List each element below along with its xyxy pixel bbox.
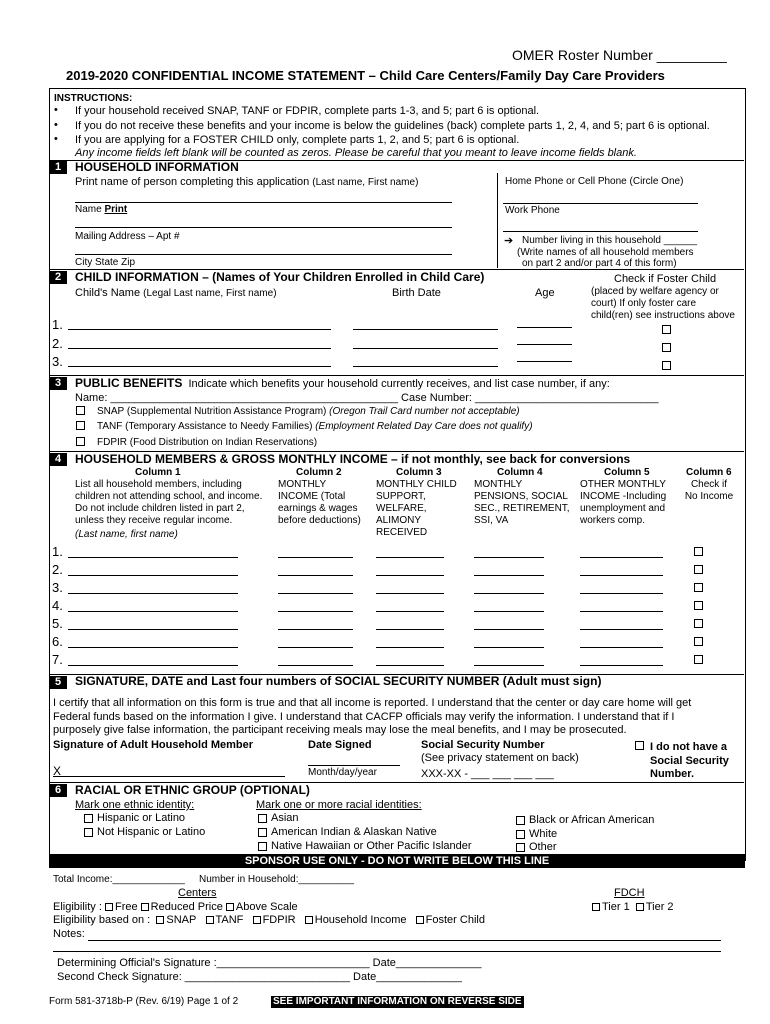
pacific-islander-checkbox[interactable] — [258, 842, 267, 851]
column-4-line[interactable] — [474, 557, 544, 558]
bullet-icon: • — [54, 133, 58, 145]
column-5-line[interactable] — [580, 647, 663, 648]
member-name-line[interactable] — [68, 593, 238, 594]
ssn-label: Social Security Number — [421, 739, 545, 751]
age-line[interactable] — [517, 361, 572, 362]
official-signature-field[interactable]: Determining Official's Signature :_________________________ Date______________ — [57, 957, 482, 969]
income-row-number: 6. — [52, 634, 63, 649]
foster-note-2: court) If only foster care — [591, 298, 697, 309]
column-2-line[interactable] — [278, 629, 353, 630]
signature-label: Signature of Adult Household Member — [53, 739, 254, 751]
racial-label: Mark one or more racial identities: — [256, 799, 422, 811]
fdpir-label: FDPIR (Food Distribution on Indian Reservations) — [97, 437, 318, 448]
signature-x: X — [53, 764, 62, 778]
eligibility-basis-row: Eligibility based on : SNAP TANF FDPIR Household Income Foster Child — [53, 914, 485, 926]
column-6-description: Check if No Income — [684, 479, 734, 502]
instruction-note: Any income fields left blank will be counted as zeros. Please be careful that you meant to leave income fields blank. — [75, 147, 637, 159]
income-row-number: 1. — [52, 544, 63, 559]
column-3-line[interactable] — [376, 611, 444, 612]
name-line[interactable] — [75, 227, 452, 228]
date-signed-label: Date Signed — [308, 739, 372, 751]
household-income-basis-checkbox[interactable] — [305, 916, 313, 924]
asian-checkbox[interactable] — [258, 814, 267, 823]
child-row-number: 2. — [52, 336, 63, 351]
tier-row: Tier 1 Tier 2 — [592, 901, 674, 913]
other-label: Other — [529, 841, 557, 853]
divider — [497, 173, 498, 268]
column-3-line[interactable] — [376, 557, 444, 558]
member-name-line[interactable] — [68, 575, 238, 576]
column-3-title: Column 3 — [396, 467, 442, 478]
snap-label: SNAP (Supplemental Nutrition Assistance Program) (Oregon Trail Card number not acceptable) — [97, 406, 520, 417]
section-6-number: 6 — [49, 784, 67, 797]
notes-line[interactable] — [53, 951, 721, 952]
column-3-line[interactable] — [376, 629, 444, 630]
birth-date-line[interactable] — [353, 366, 498, 367]
column-4-line[interactable] — [474, 593, 544, 594]
age-line[interactable] — [517, 327, 572, 328]
member-name-line[interactable] — [68, 629, 238, 630]
reduced-checkbox[interactable] — [141, 903, 149, 911]
american-indian-label: American Indian & Alaskan Native — [271, 826, 437, 838]
tier-2-checkbox[interactable] — [636, 903, 644, 911]
print-name-label: Print name of person completing this application (Last name, First name) — [75, 176, 419, 188]
child-name-line[interactable] — [68, 366, 331, 367]
foster-note-1: (placed by welfare agency or — [591, 286, 719, 297]
date-signed-line[interactable] — [308, 765, 400, 766]
column-3-description: MONTHLY CHILD SUPPORT, WELFARE, ALIMONY RECEIVED — [376, 479, 457, 538]
centers-label: Centers — [178, 887, 217, 899]
column-5-line[interactable] — [580, 629, 663, 630]
no-ssn-label-3: Number. — [650, 768, 695, 780]
section-4-title: HOUSEHOLD MEMBERS & GROSS MONTHLY INCOME – if not monthly, see back for conversions — [75, 452, 631, 466]
foster-note-3: child(ren) see instructions above — [591, 310, 735, 321]
birth-date-label: Birth Date — [392, 287, 441, 299]
case-number-line[interactable]: Name: _______________________________________________ Case Number: ______________________________ — [75, 392, 659, 404]
age-line[interactable] — [517, 344, 572, 345]
fdch-label: FDCH — [614, 887, 645, 899]
column-4-line[interactable] — [474, 611, 544, 612]
column-2-line[interactable] — [278, 647, 353, 648]
column-3-line[interactable] — [376, 665, 444, 666]
roster-number: OMER Roster Number _________ — [512, 47, 727, 63]
fdpir-basis-checkbox[interactable] — [253, 916, 261, 924]
ethnic-label: Mark one ethnic identity: — [75, 799, 195, 811]
not-hispanic-label: Not Hispanic or Latino — [97, 826, 206, 838]
no-ssn-label-1: I do not have a — [650, 741, 728, 753]
instruction-2: If you do not receive these benefits and your income is below the guidelines (back) complete parts 1, 2, 4, and 5; part 6 is optional. — [75, 120, 710, 132]
snap-checkbox[interactable] — [76, 406, 85, 415]
income-row-number: 3. — [52, 580, 63, 595]
column-4-line[interactable] — [474, 629, 544, 630]
income-row-number: 7. — [52, 652, 63, 667]
age-label: Age — [535, 287, 555, 299]
privacy-note: (See privacy statement on back) — [421, 752, 579, 764]
asian-label: Asian — [271, 812, 299, 824]
column-5-description: OTHER MONTHLY INCOME -Including unemployment and workers comp. — [580, 479, 667, 526]
column-3-line[interactable] — [376, 575, 444, 576]
second-signature-field[interactable]: Second Check Signature: ___________________________ Date______________ — [57, 971, 462, 983]
no-ssn-label-2: Social Security — [650, 755, 729, 767]
column-3-line[interactable] — [376, 593, 444, 594]
no-income-checkbox[interactable] — [694, 655, 703, 664]
column-4-line[interactable] — [474, 647, 544, 648]
member-name-line[interactable] — [68, 611, 238, 612]
column-5-line[interactable] — [580, 665, 663, 666]
household-number-field[interactable]: Number in Household:__________ — [199, 874, 355, 885]
tanf-label: TANF (Temporary Assistance to Needy Families) (Employment Related Day Care does not qualify) — [97, 421, 533, 432]
column-2-title: Column 2 — [296, 467, 342, 478]
section-6-title: RACIAL OR ETHNIC GROUP (OPTIONAL) — [75, 783, 310, 797]
ssn-field[interactable]: XXX-XX - ___ ___ ___ ___ — [421, 768, 554, 780]
signature-line[interactable] — [53, 776, 285, 777]
number-living-label: Number living in this household ______ — [522, 235, 698, 246]
home-phone-line[interactable] — [503, 203, 698, 204]
column-2-line[interactable] — [278, 611, 353, 612]
section-3-title: PUBLIC BENEFITS Indicate which benefits your household currently receives, and list case number, if any: — [75, 376, 610, 390]
write-names-note-2: on part 2 and/or part 4 of this form) — [522, 258, 677, 269]
birth-date-line[interactable] — [353, 348, 498, 349]
hispanic-label: Hispanic or Latino — [97, 812, 186, 824]
tanf-basis-checkbox[interactable] — [206, 916, 214, 924]
name-print-label: Name Print — [75, 204, 128, 215]
write-names-note: (Write names of all household members — [517, 247, 694, 258]
column-4-line[interactable] — [474, 575, 544, 576]
white-label: White — [529, 828, 558, 840]
child-name-line[interactable] — [68, 348, 331, 349]
black-checkbox[interactable] — [516, 816, 525, 825]
column-3-line[interactable] — [376, 647, 444, 648]
form-number: Form 581-3718b-P (Rev. 6/19) Page 1 of 2 — [49, 996, 239, 1007]
member-name-line[interactable] — [68, 647, 238, 648]
free-checkbox[interactable] — [105, 903, 113, 911]
other-checkbox[interactable] — [516, 843, 525, 852]
child-name-line[interactable] — [68, 329, 331, 330]
section-3-number: 3 — [49, 377, 67, 390]
foster-checkbox[interactable] — [662, 325, 671, 334]
sponsor-banner: SPONSOR USE ONLY - DO NOT WRITE BELOW THIS LINE — [49, 854, 745, 868]
child-name-label: Child's Name (Legal Last name, First name) — [75, 287, 277, 299]
birth-date-line[interactable] — [353, 329, 498, 330]
column-4-title: Column 4 — [497, 467, 543, 478]
eligibility-row: Eligibility : Free Reduced Price Above Scale — [53, 901, 298, 913]
column-2-line[interactable] — [278, 575, 353, 576]
column-5-line[interactable] — [580, 557, 663, 558]
home-phone-label: Home Phone or Cell Phone (Circle One) — [505, 176, 684, 187]
section-1-number: 1 — [49, 161, 67, 174]
member-name-line[interactable] — [68, 557, 238, 558]
income-row-number: 2. — [52, 562, 63, 577]
bullet-icon: • — [54, 119, 58, 131]
work-phone-line[interactable] — [503, 231, 698, 232]
total-income-field[interactable]: Total Income:_____________ — [53, 874, 185, 885]
foster-checkbox[interactable] — [662, 343, 671, 352]
certification-text: I certify that all information on this form is true and that all income is reported. I understand that the center or day care home will get Federal funds based on the information I give. I understand that CACFP officials may verify the information. I understand that if I purposely give false information, the participant receiving meals may lose the meal benefits, and I may be prosecuted. — [53, 697, 692, 736]
tanf-checkbox[interactable] — [76, 421, 85, 430]
income-row-number: 5. — [52, 616, 63, 631]
hispanic-checkbox[interactable] — [84, 814, 93, 823]
black-label: Black or African American — [529, 814, 655, 826]
no-income-checkbox[interactable] — [694, 565, 703, 574]
foster-checkbox[interactable] — [662, 361, 671, 370]
no-income-checkbox[interactable] — [694, 547, 703, 556]
fdpir-checkbox[interactable] — [76, 437, 85, 446]
child-row-number: 3. — [52, 354, 63, 369]
child-row-number: 1. — [52, 317, 63, 332]
instruction-3: If you are applying for a FOSTER CHILD only, complete parts 1, 2, and 5; part 6 is optional. — [75, 134, 520, 146]
column-2-line[interactable] — [278, 593, 353, 594]
no-income-checkbox[interactable] — [694, 601, 703, 610]
reverse-side-banner: SEE IMPORTANT INFORMATION ON REVERSE SIDE — [273, 996, 522, 1007]
column-5-title: Column 5 — [604, 467, 650, 478]
city-state-zip-label: City State Zip — [75, 257, 136, 268]
income-row-number: 4. — [52, 598, 63, 613]
white-checkbox[interactable] — [516, 830, 525, 839]
tier-1-checkbox[interactable] — [592, 903, 600, 911]
column-2-line[interactable] — [278, 665, 353, 666]
column-4-line[interactable] — [474, 665, 544, 666]
column-6-title: Column 6 — [686, 467, 732, 478]
column-4-description: MONTHLY PENSIONS, SOCIAL SEC., RETIREMENT, SSI, VA — [474, 479, 570, 526]
foster-basis-checkbox[interactable] — [416, 916, 424, 924]
foster-title: Check if Foster Child — [614, 273, 717, 285]
column-2-line[interactable] — [278, 557, 353, 558]
american-indian-checkbox[interactable] — [258, 828, 267, 837]
snap-basis-checkbox[interactable] — [156, 916, 164, 924]
mailing-address-line[interactable] — [75, 254, 452, 255]
column-5-line[interactable] — [580, 611, 663, 612]
form-title: 2019-2020 CONFIDENTIAL INCOME STATEMENT – Child Care Centers/Family Day Care Providers — [66, 68, 665, 83]
pacific-islander-label: Native Hawaiian or Other Pacific Islander — [271, 840, 472, 852]
no-ssn-checkbox[interactable] — [635, 741, 644, 750]
arrow-icon: ➔ — [504, 235, 514, 247]
instructions-heading: INSTRUCTIONS: — [54, 93, 133, 104]
column-5-line[interactable] — [580, 593, 663, 594]
instruction-1: If your household received SNAP, TANF or FDPIR, complete parts 1-3, and 5; part 6 is optional. — [75, 105, 540, 117]
section-1-title: HOUSEHOLD INFORMATION — [75, 160, 239, 174]
section-5-number: 5 — [49, 676, 67, 689]
no-income-checkbox[interactable] — [694, 619, 703, 628]
section-2-number: 2 — [49, 271, 67, 284]
notes-line[interactable] — [88, 940, 721, 941]
column-1-description: List all household members, including children not attending school, and income. Do not include children listed in part 2, unless they receive regular income. — [75, 479, 263, 526]
mailing-address-label: Mailing Address – Apt # — [75, 231, 180, 242]
column-2-description: MONTHLY INCOME (Total earnings & wages before deductions) — [278, 479, 361, 526]
above-scale-checkbox[interactable] — [226, 903, 234, 911]
no-income-checkbox[interactable] — [694, 637, 703, 646]
print-name-line[interactable] — [75, 202, 452, 203]
column-1-title: Column 1 — [135, 467, 181, 478]
work-phone-label: Work Phone — [505, 205, 560, 216]
section-4-number: 4 — [49, 453, 67, 466]
no-income-checkbox[interactable] — [694, 583, 703, 592]
column-1-hint: (Last name, first name) — [75, 529, 178, 540]
section-2-title: CHILD INFORMATION – (Names of Your Children Enrolled in Child Care) — [75, 270, 485, 284]
section-5-title: SIGNATURE, DATE and Last four numbers of SOCIAL SECURITY NUMBER (Adult must sign) — [75, 674, 602, 688]
not-hispanic-checkbox[interactable] — [84, 828, 93, 837]
member-name-line[interactable] — [68, 665, 238, 666]
month-day-year-label: Month/day/year — [308, 767, 377, 778]
notes-label: Notes: — [53, 928, 85, 940]
bullet-icon: • — [54, 104, 58, 116]
column-5-line[interactable] — [580, 575, 663, 576]
